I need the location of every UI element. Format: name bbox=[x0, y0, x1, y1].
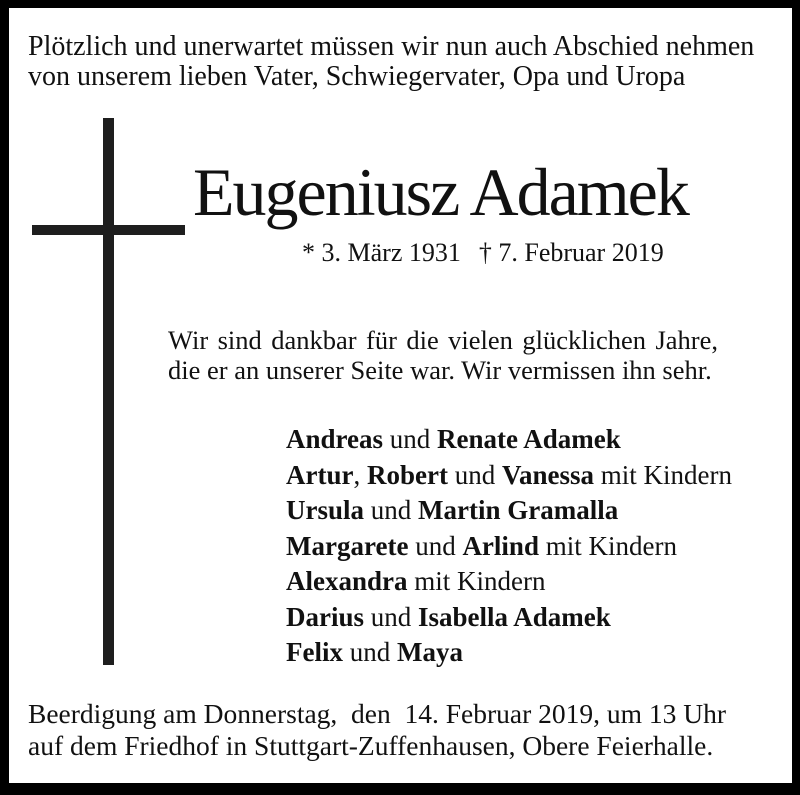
birth-date: * 3. März 1931 bbox=[302, 238, 461, 267]
family-line-text: und bbox=[364, 601, 419, 632]
family-line bbox=[286, 493, 732, 529]
family-member-name: Vanessa bbox=[501, 459, 595, 490]
family-line-text: und bbox=[383, 424, 438, 454]
funeral-info bbox=[28, 698, 726, 761]
family-line-text: und bbox=[447, 459, 502, 490]
family-line-text: mit Kindern bbox=[538, 530, 677, 561]
family-member-name: Artur bbox=[286, 459, 354, 490]
cross-horizontal-bar bbox=[32, 225, 185, 235]
condolence-line-2: die er an unserer Seite war. Wir vermissen ihn sehr. bbox=[168, 355, 712, 385]
family-line-text: mit Kindern bbox=[594, 459, 732, 490]
family-member-name: Isabella Adamek bbox=[418, 601, 611, 632]
intro-line-2: von unserem lieben Vater, Schwiegervater, Opa und Uropa bbox=[28, 60, 686, 92]
intro-text bbox=[28, 32, 754, 91]
deceased-name: Eugeniusz Adamek bbox=[193, 154, 688, 230]
family-line bbox=[286, 458, 732, 494]
family-member-name: Martin Gramalla bbox=[418, 495, 619, 525]
family-member-name: Alexandra bbox=[286, 566, 408, 596]
condolence-text bbox=[168, 325, 718, 385]
family-line bbox=[286, 564, 732, 600]
family-line-text: mit Kindern bbox=[407, 566, 546, 596]
family-member-name: Ursula bbox=[286, 495, 365, 525]
frame-edge-bottom bbox=[0, 783, 800, 795]
family-line-text: und bbox=[408, 530, 463, 561]
family-line-text: , bbox=[353, 459, 367, 490]
frame-edge-top bbox=[0, 0, 800, 8]
family-member-name: Margarete bbox=[286, 530, 409, 561]
family-line-text: und bbox=[342, 637, 397, 667]
family-member-name: Darius bbox=[286, 601, 365, 632]
family-list bbox=[286, 422, 732, 671]
death-date: † 7. Februar 2019 bbox=[478, 238, 664, 267]
family-member-name: Felix bbox=[286, 637, 343, 667]
condolence-line-1: Wir sind dankbar für die vielen glücklichen Jahre, bbox=[168, 325, 718, 355]
family-line bbox=[286, 600, 732, 636]
cross-vertical-bar bbox=[103, 118, 114, 665]
family-member-name: Renate Adamek bbox=[437, 424, 621, 454]
family-line bbox=[286, 422, 732, 458]
family-line-text: und bbox=[364, 495, 419, 525]
family-member-name: Robert bbox=[366, 459, 448, 490]
funeral-line-2: auf dem Friedhof in Stuttgart-Zuffenhausen, Obere Feierhalle. bbox=[28, 729, 714, 761]
frame-edge-left bbox=[0, 0, 9, 795]
family-member-name: Arlind bbox=[462, 530, 539, 561]
frame-edge-right bbox=[792, 0, 800, 795]
life-dates bbox=[302, 239, 664, 267]
family-member-name: Andreas bbox=[286, 424, 384, 454]
intro-line-1: Plötzlich und unerwartet müssen wir nun auch Abschied nehmen bbox=[28, 31, 755, 62]
family-line bbox=[286, 635, 732, 671]
funeral-line-1: Beerdigung am Donnerstag, den 14. Februar 2019, um 13 Uhr bbox=[28, 698, 727, 729]
family-line bbox=[286, 529, 732, 565]
family-member-name: Maya bbox=[396, 637, 463, 667]
